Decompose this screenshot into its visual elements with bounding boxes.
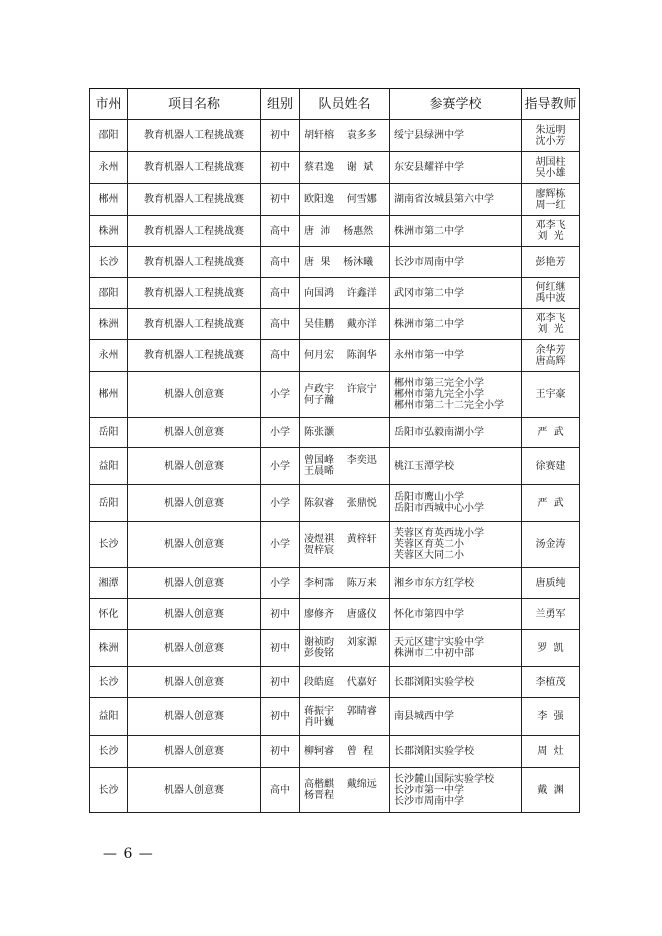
table-row [90, 485, 580, 522]
cell-members-text: 廖修齐 唐盛仪 [304, 608, 377, 620]
cell-teacher [522, 340, 580, 372]
cell-city [90, 120, 128, 152]
cell-group-text: 小学 [270, 497, 290, 509]
cell-project [128, 340, 261, 372]
cell-city [90, 309, 128, 340]
cell-group [261, 216, 300, 247]
cell-members [300, 184, 390, 216]
cell-school-text: 株洲市第二中学 [394, 318, 464, 330]
cell-school-text: 东安县耀祥中学 [394, 162, 464, 173]
cell-city [90, 247, 128, 278]
cell-project [128, 372, 261, 418]
cell-school [390, 667, 522, 698]
cell-school-text: 怀化市第四中学 [394, 608, 464, 620]
cell-teacher-text: 何红继 禹中波 [535, 282, 566, 304]
cell-group [261, 120, 300, 152]
cell-school-text: 岳阳市弘毅南湖小学 [394, 427, 484, 438]
cell-city [90, 448, 128, 485]
cell-school-text: 湖南省汝城县第六中学 [394, 194, 494, 205]
cell-teacher-text: 邓李飞 刘 光 [535, 313, 566, 335]
cell-teacher-text: 严 武 [537, 497, 564, 509]
cell-members-text: 李柯霈 陈万来 [304, 577, 377, 589]
cell-members [300, 522, 390, 568]
cell-members [300, 630, 390, 667]
cell-teacher [522, 278, 580, 309]
header-city: 市州 [90, 89, 128, 120]
cell-city-text: 永州 [98, 350, 119, 361]
cell-city-text: 益阳 [98, 711, 119, 722]
cell-city [90, 736, 128, 768]
cell-city-text: 长沙 [98, 784, 119, 796]
cell-city [90, 372, 128, 418]
cell-members [300, 568, 390, 599]
cell-members [300, 485, 390, 522]
cell-project-text: 机器人创意赛 [164, 746, 224, 757]
cell-school-text: 桃江玉潭学校 [394, 460, 454, 472]
cell-project [128, 667, 261, 698]
cell-teacher [522, 184, 580, 216]
cell-group-text: 高中 [270, 287, 290, 299]
cell-school-text: 岳阳市鹰山小学 岳阳市西城中心小学 [394, 492, 484, 514]
cell-group-text: 初中 [270, 676, 290, 688]
cell-group-text: 初中 [270, 130, 290, 141]
cell-school-text: 南县城西中学 [394, 711, 454, 722]
cell-city-text: 永州 [98, 162, 119, 173]
cell-teacher-text: 罗 凯 [537, 642, 564, 654]
cell-project [128, 485, 261, 522]
cell-project-text: 教育机器人工程挑战赛 [144, 162, 244, 173]
cell-school [390, 448, 522, 485]
cell-members-text: 唐 沛 杨惠然 [304, 225, 374, 237]
cell-school [390, 120, 522, 152]
cell-group-text: 高中 [270, 318, 290, 330]
cell-members-text: 吴佳鹏 戴亦洋 [304, 318, 377, 330]
cell-members-text: 高楷麒 戴绵远 杨晋程 [304, 779, 377, 801]
table-row [90, 340, 580, 372]
cell-group-text: 初中 [270, 608, 290, 620]
cell-group [261, 278, 300, 309]
cell-school [390, 768, 522, 813]
cell-teacher-text: 戴 渊 [537, 784, 564, 796]
cell-project-text: 机器人创意赛 [164, 608, 224, 620]
cell-members [300, 247, 390, 278]
cell-project [128, 630, 261, 667]
cell-members [300, 372, 390, 418]
cell-project-text: 教育机器人工程挑战赛 [144, 350, 244, 361]
cell-members [300, 698, 390, 736]
cell-project [128, 309, 261, 340]
cell-project-text: 机器人创意赛 [164, 539, 224, 550]
table-row [90, 448, 580, 485]
cell-group-text: 小学 [270, 427, 290, 438]
cell-teacher [522, 736, 580, 768]
cell-group [261, 630, 300, 667]
cell-members-text: 陈叙睿 张鼎悦 [304, 497, 377, 509]
cell-teacher [522, 309, 580, 340]
table-row [90, 216, 580, 247]
cell-teacher-text: 胡国柱 吴小雄 [535, 156, 566, 179]
cell-project-text: 教育机器人工程挑战赛 [144, 256, 244, 268]
cell-project-text: 教育机器人工程挑战赛 [144, 194, 244, 205]
cell-teacher-text: 彭艳芳 [535, 256, 566, 268]
cell-school [390, 216, 522, 247]
cell-school [390, 485, 522, 522]
cell-city-text: 邵阳 [98, 130, 119, 141]
cell-teacher [522, 418, 580, 448]
cell-group [261, 485, 300, 522]
cell-city-text: 株洲 [98, 318, 119, 330]
cell-city [90, 698, 128, 736]
cell-teacher [522, 568, 580, 599]
cell-members [300, 340, 390, 372]
cell-teacher-text: 朱远明 沈小芳 [535, 124, 566, 147]
cell-teacher [522, 120, 580, 152]
cell-members-text: 唐 果 杨沐曦 [304, 256, 374, 268]
cell-school-text: 武冈市第二中学 [394, 287, 464, 299]
cell-school-text: 长沙市周南中学 [394, 256, 464, 268]
table-row [90, 120, 580, 152]
cell-teacher [522, 485, 580, 522]
table-row [90, 522, 580, 568]
table-row [90, 568, 580, 599]
cell-school-text: 株洲市第二中学 [394, 225, 464, 237]
cell-teacher [522, 372, 580, 418]
cell-project-text: 机器人创意赛 [164, 577, 224, 589]
cell-school [390, 698, 522, 736]
cell-project-text: 机器人创意赛 [164, 711, 224, 722]
cell-group-text: 初中 [270, 711, 290, 722]
cell-members-text: 胡轩榕 袁多多 [304, 130, 377, 141]
cell-teacher [522, 698, 580, 736]
table-row [90, 736, 580, 768]
cell-members [300, 152, 390, 184]
cell-school [390, 630, 522, 667]
cell-project [128, 736, 261, 768]
cell-members-text: 凌煜祺 黄梓轩 贺梓宸 [304, 533, 377, 556]
cell-city [90, 768, 128, 813]
cell-city [90, 599, 128, 630]
cell-school-text: 绥宁县绿洲中学 [394, 130, 464, 141]
cell-city-text: 长沙 [98, 746, 119, 757]
cell-group-text: 高中 [270, 225, 290, 237]
cell-teacher [522, 152, 580, 184]
cell-teacher [522, 247, 580, 278]
cell-members-text: 欧阳逸 何雪娜 [304, 194, 377, 205]
table-row [90, 667, 580, 698]
cell-teacher-text: 兰勇军 [535, 608, 566, 620]
cell-school [390, 522, 522, 568]
cell-city [90, 152, 128, 184]
cell-teacher [522, 599, 580, 630]
cell-group [261, 667, 300, 698]
cell-city [90, 216, 128, 247]
cell-city [90, 522, 128, 568]
cell-city-text: 邵阳 [98, 287, 119, 299]
cell-teacher [522, 630, 580, 667]
cell-group-text: 高中 [270, 350, 290, 361]
results-table [89, 88, 580, 813]
cell-project-text: 机器人创意赛 [164, 497, 224, 509]
cell-teacher [522, 768, 580, 813]
cell-teacher-text: 汤金涛 [535, 539, 566, 550]
cell-school [390, 278, 522, 309]
cell-city-text: 怀化 [98, 608, 119, 620]
cell-school-text: 长郡浏阳实验学校 [394, 676, 474, 688]
cell-group [261, 152, 300, 184]
cell-project-text: 教育机器人工程挑战赛 [144, 287, 244, 299]
cell-city [90, 184, 128, 216]
cell-members-text: 蔡君逸 谢 斌 [304, 162, 374, 173]
cell-city [90, 418, 128, 448]
cell-teacher-text: 周 灶 [537, 746, 564, 757]
cell-members-text: 曾国峰 李奕迅 王晨晞 [304, 455, 377, 477]
cell-project-text: 教育机器人工程挑战赛 [144, 225, 244, 237]
cell-city-text: 岳阳 [98, 427, 119, 438]
cell-school-text: 长沙麓山国际实验学校 长沙市第一中学 长沙市周南中学 [394, 773, 494, 807]
table-row [90, 152, 580, 184]
cell-members [300, 278, 390, 309]
cell-group-text: 高中 [270, 784, 290, 796]
cell-project-text: 机器人创意赛 [164, 389, 224, 400]
cell-project [128, 568, 261, 599]
cell-members [300, 216, 390, 247]
cell-school [390, 247, 522, 278]
cell-teacher-text: 余华芳 唐高辉 [535, 344, 566, 367]
table-row [90, 372, 580, 418]
cell-group-text: 小学 [270, 539, 290, 550]
cell-members-text: 柳轲睿 曾 程 [304, 746, 374, 757]
table-row [90, 278, 580, 309]
cell-city [90, 667, 128, 698]
cell-teacher-text: 李 强 [537, 711, 564, 722]
cell-school [390, 568, 522, 599]
cell-city-text: 益阳 [98, 460, 119, 472]
cell-members-text: 段皓庭 代嘉好 [304, 676, 377, 688]
cell-group [261, 568, 300, 599]
cell-project-text: 机器人创意赛 [164, 460, 224, 472]
cell-city [90, 485, 128, 522]
cell-city-text: 长沙 [98, 256, 119, 268]
cell-city [90, 278, 128, 309]
header-project: 项目名称 [128, 89, 261, 120]
cell-members-text: 何月宏 陈润华 [304, 350, 377, 361]
cell-project-text: 教育机器人工程挑战赛 [144, 130, 244, 141]
table-header-row [90, 89, 580, 120]
cell-members [300, 667, 390, 698]
cell-school [390, 340, 522, 372]
cell-school-text: 芙蓉区育英西垅小学 芙蓉区育英二小 芙蓉区大同二小 [394, 528, 484, 561]
cell-members [300, 768, 390, 813]
cell-city-text: 株洲 [98, 225, 119, 237]
cell-school [390, 372, 522, 418]
cell-city-text: 岳阳 [98, 497, 119, 509]
cell-project [128, 418, 261, 448]
table-row [90, 247, 580, 278]
header-group: 组别 [261, 89, 300, 120]
cell-teacher-text: 唐质纯 [535, 577, 566, 589]
cell-teacher-text: 王宇豪 [535, 389, 566, 400]
cell-project [128, 120, 261, 152]
cell-project [128, 184, 261, 216]
cell-project [128, 247, 261, 278]
cell-group-text: 高中 [270, 256, 290, 268]
cell-city [90, 340, 128, 372]
cell-members [300, 418, 390, 448]
header-members: 队员姓名 [300, 89, 390, 120]
cell-city-text: 株洲 [98, 642, 119, 654]
cell-school-text: 长郡浏阳实验学校 [394, 746, 474, 757]
cell-school-text: 湘乡市东方红学校 [394, 577, 474, 589]
cell-city-text: 郴州 [98, 389, 119, 400]
cell-members-text: 向国鸿 许鑫洋 [304, 287, 377, 299]
cell-teacher-text: 严 武 [537, 427, 564, 438]
cell-city-text: 长沙 [98, 539, 119, 550]
cell-school-text: 天元区建宁实验中学 株洲市二中初中部 [394, 637, 484, 659]
cell-group [261, 448, 300, 485]
cell-school-text: 郴州市第三完全小学 郴州市第九完全小学 郴州市第二十二完全小学 [394, 378, 504, 411]
cell-group [261, 372, 300, 418]
cell-group-text: 小学 [270, 460, 290, 472]
cell-group [261, 736, 300, 768]
cell-group-text: 初中 [270, 194, 290, 205]
cell-group [261, 340, 300, 372]
table-row [90, 309, 580, 340]
cell-project [128, 152, 261, 184]
cell-group-text: 小学 [270, 577, 290, 589]
cell-school [390, 309, 522, 340]
cell-group-text: 初中 [270, 746, 290, 757]
cell-city-text: 郴州 [98, 194, 119, 205]
cell-school [390, 599, 522, 630]
cell-project [128, 522, 261, 568]
cell-project [128, 599, 261, 630]
cell-teacher [522, 522, 580, 568]
table-row [90, 599, 580, 630]
table-row [90, 630, 580, 667]
cell-teacher-text: 徐赛建 [535, 460, 566, 472]
cell-group-text: 初中 [270, 162, 290, 173]
cell-project [128, 768, 261, 813]
cell-members [300, 448, 390, 485]
cell-project [128, 448, 261, 485]
header-teacher: 指导教师 [522, 89, 580, 120]
cell-project-text: 机器人创意赛 [164, 642, 224, 654]
cell-group [261, 418, 300, 448]
cell-teacher [522, 667, 580, 698]
cell-members-text: 卢政宇 许宸宁 何子瀚 [304, 383, 377, 406]
table-row [90, 698, 580, 736]
page-number: — 6 — [103, 846, 154, 862]
cell-members [300, 599, 390, 630]
table-body [90, 120, 580, 813]
cell-teacher [522, 216, 580, 247]
cell-group-text: 初中 [270, 642, 290, 654]
cell-city-text: 长沙 [98, 676, 119, 688]
cell-group [261, 309, 300, 340]
cell-group [261, 184, 300, 216]
cell-project-text: 机器人创意赛 [164, 676, 224, 688]
cell-group [261, 599, 300, 630]
cell-project-text: 机器人创意赛 [164, 784, 224, 796]
cell-members-text: 蒋振宇 郭睛睿 肖叶巍 [304, 705, 377, 728]
cell-teacher-text: 邓李飞 刘 光 [535, 220, 566, 242]
cell-school-text: 永州市第一中学 [394, 350, 464, 361]
cell-project-text: 教育机器人工程挑战赛 [144, 318, 244, 330]
cell-city [90, 630, 128, 667]
table-row [90, 418, 580, 448]
cell-group [261, 768, 300, 813]
cell-project [128, 216, 261, 247]
cell-school [390, 152, 522, 184]
cell-group [261, 522, 300, 568]
table-row [90, 184, 580, 216]
cell-group [261, 247, 300, 278]
cell-members [300, 120, 390, 152]
cell-members [300, 736, 390, 768]
cell-school [390, 418, 522, 448]
cell-teacher [522, 448, 580, 485]
cell-group-text: 小学 [270, 389, 290, 400]
cell-teacher-text: 李植茂 [535, 676, 566, 688]
cell-city-text: 湘潭 [98, 577, 119, 589]
cell-members [300, 309, 390, 340]
cell-school [390, 736, 522, 768]
cell-project-text: 机器人创意赛 [164, 427, 224, 438]
cell-members-text: 陈张灏 [304, 427, 334, 438]
cell-teacher-text: 廖辉栋 周一红 [535, 188, 566, 211]
cell-members-text: 谢祯昀 刘家源 彭俊铭 [304, 637, 377, 659]
cell-city [90, 568, 128, 599]
table-row [90, 768, 580, 813]
header-school: 参赛学校 [390, 89, 522, 120]
cell-project [128, 278, 261, 309]
cell-project [128, 698, 261, 736]
cell-school [390, 184, 522, 216]
cell-group [261, 698, 300, 736]
